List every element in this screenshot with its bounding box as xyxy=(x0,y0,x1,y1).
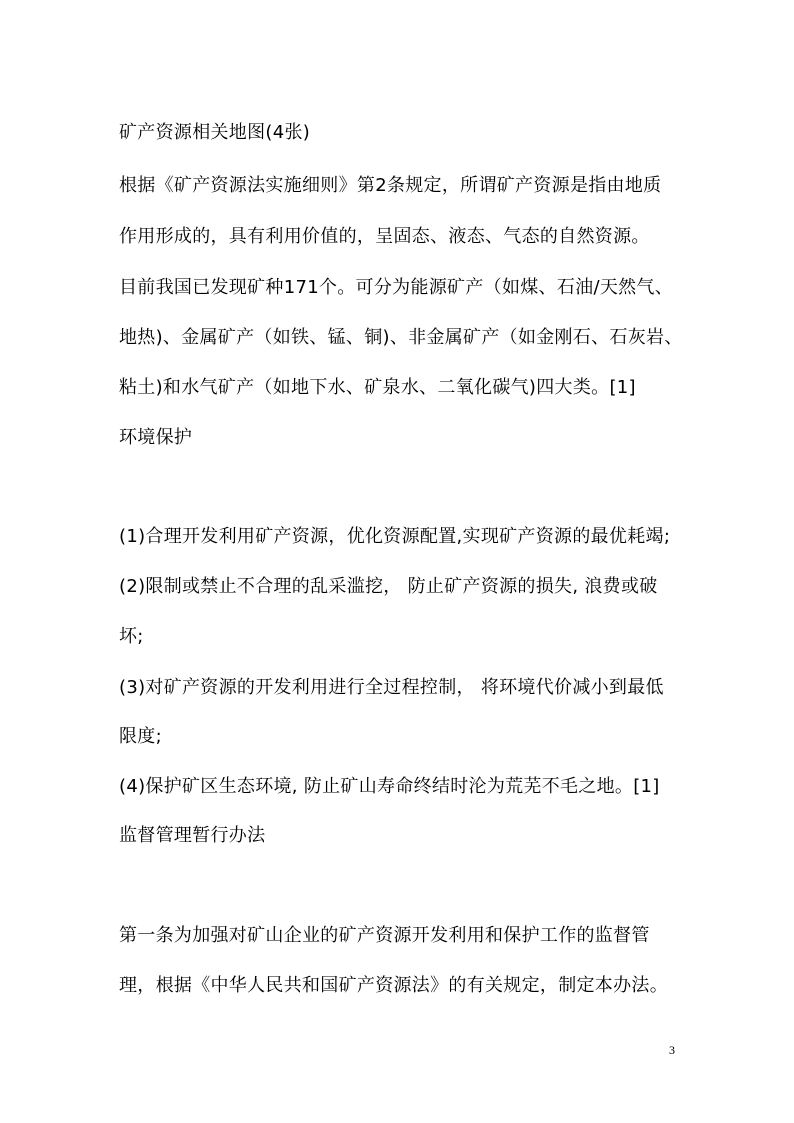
list-item-line: (3)对矿产资源的开发利用进行全过程控制， 将环境代价减小到最低 xyxy=(119,677,664,698)
paragraph-line: 作用形成的，具有利用价值的，呈固态、液态、气态的自然资源。 xyxy=(119,226,650,247)
list-item-line: (2)限制或禁止不合理的乱采滥挖， 防止矿产资源的损失, 浪费或破 xyxy=(119,576,658,597)
paragraph-line: 地热)、金属矿产（如铁、锰、铜)、非金属矿产（如金刚石、石灰岩、 xyxy=(119,327,683,348)
list-item-line: 限度; xyxy=(119,726,162,747)
section-title-maps: 矿产资源相关地图(4张) xyxy=(119,122,311,143)
paragraph-line: 根据《矿产资源法实施细则》第2条规定，所谓矿产资源是指由地质 xyxy=(119,175,662,196)
list-item-line: (1)合理开发利用矿产资源，优化资源配置,实现矿产资源的最优耗竭; xyxy=(119,526,671,547)
paragraph-line: 粘土)和水气矿产（如地下水、矿泉水、二氧化碳气)四大类。[1] xyxy=(119,377,636,398)
list-item-line: 坏; xyxy=(119,626,144,647)
section-heading-environment: 环境保护 xyxy=(119,427,193,448)
page-number: 3 xyxy=(669,1043,675,1057)
paragraph-line: 第一条为加强对矿山企业的矿产资源开发利用和保护工作的监督管 xyxy=(119,925,650,946)
paragraph-line: 目前我国已发现矿种171个。可分为能源矿产（如煤、石油/天然气、 xyxy=(119,277,674,298)
paragraph-line: 理，根据《中华人民共和国矿产资源法》的有关规定，制定本办法。 xyxy=(119,975,668,996)
list-item-line: (4)保护矿区生态环境, 防止矿山寿命终结时沦为荒芜不毛之地。[1] xyxy=(119,776,660,797)
section-heading-supervision: 监督管理暂行办法 xyxy=(119,825,266,846)
